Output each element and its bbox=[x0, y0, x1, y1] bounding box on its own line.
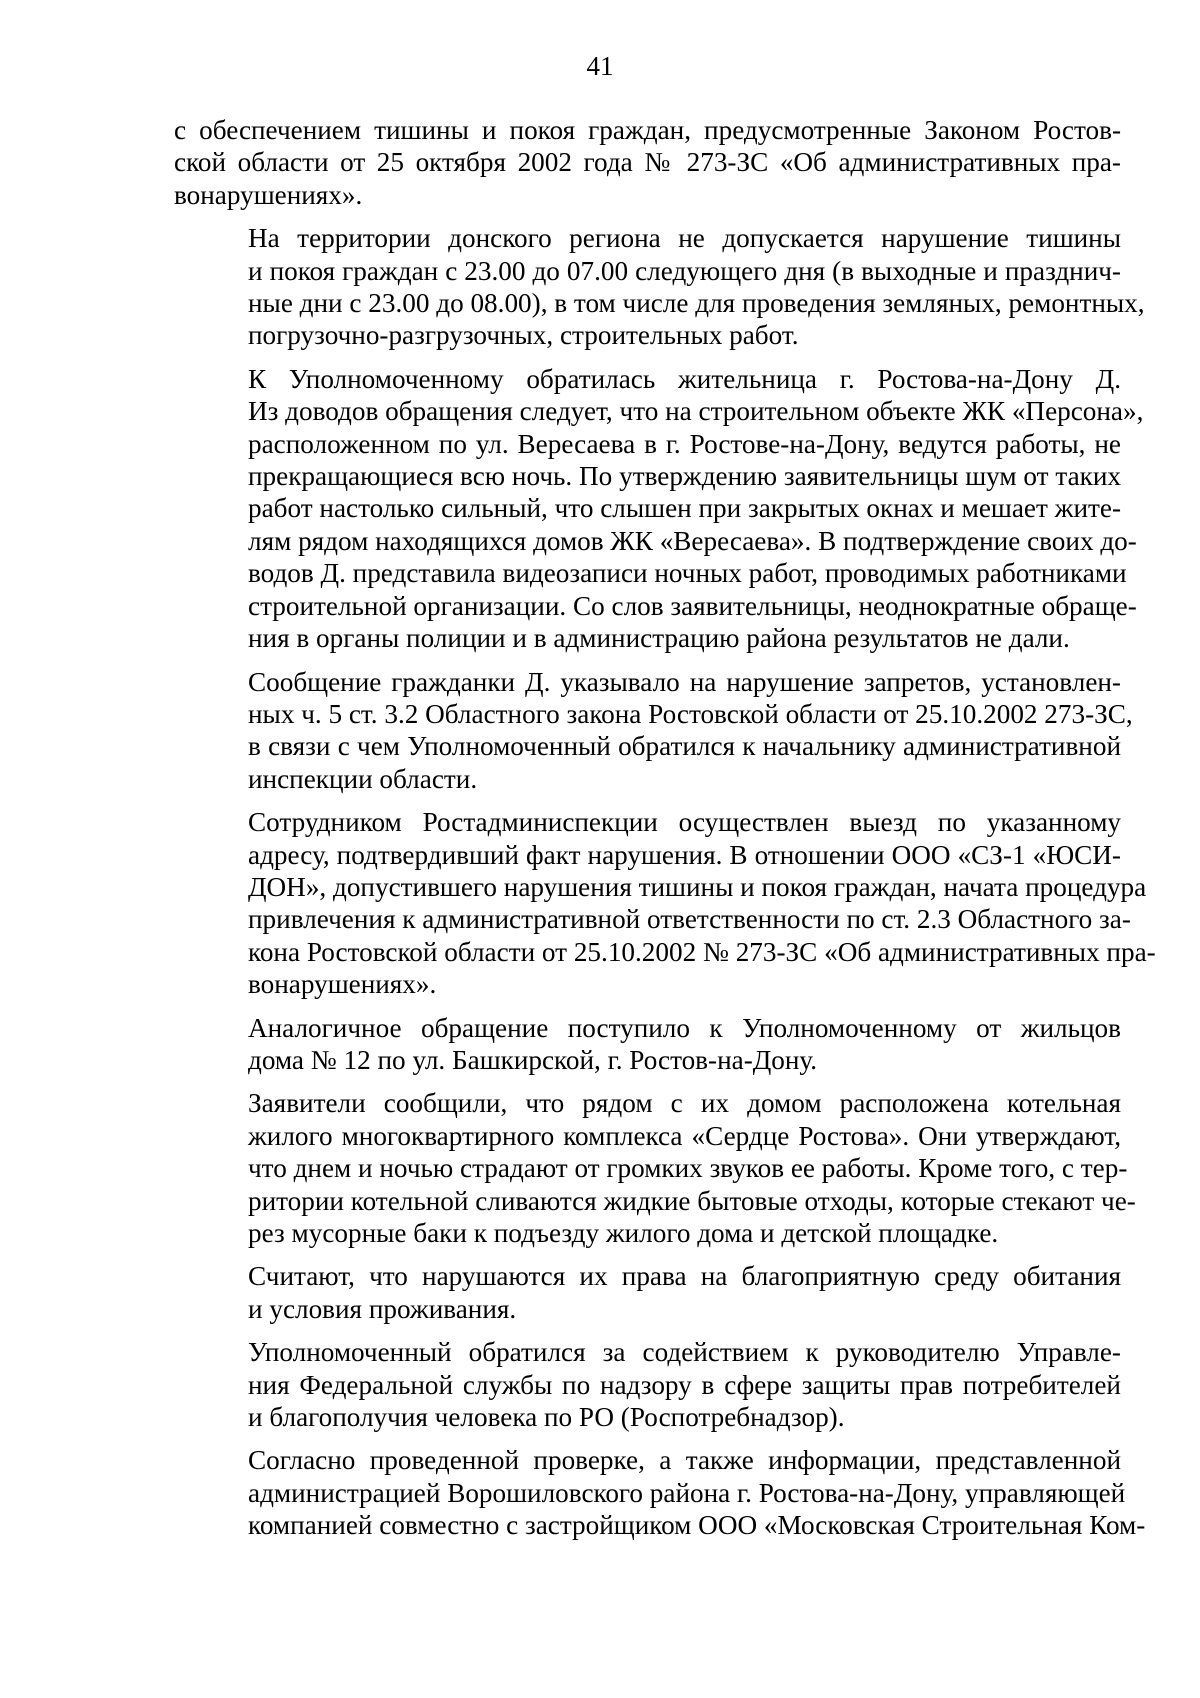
paragraph bbox=[174, 114, 1121, 211]
text-line: Из доводов обращения следует, что на строительном объекте ЖК «Персона», bbox=[248, 396, 1144, 427]
text-line: администрацией Ворошиловского района г. Ростова-на-Дону, управляющей bbox=[248, 1477, 1126, 1508]
page-number: 41 bbox=[586, 51, 614, 81]
text-line: ской области от 25 октября 2002 года № 273-ЗС «Об административных пра- bbox=[174, 147, 1121, 178]
document-body bbox=[174, 114, 1156, 1553]
text-line: Сотрудником Ростадминиспекции осуществлен выезд по указанному bbox=[248, 807, 1121, 838]
paragraph bbox=[174, 666, 1133, 796]
text-line: ритории котельной сливаются жидкие бытовые отходы, которые стекают че- bbox=[248, 1185, 1136, 1216]
text-line: кона Ростовской области от 25.10.2002 № 273-ЗС «Об административных пра- bbox=[248, 936, 1156, 967]
text-line: работ настолько сильный, что слышен при закрытых окнах и мешает жите- bbox=[248, 493, 1121, 524]
paragraph bbox=[174, 806, 1156, 1000]
text-line: Согласно проведенной проверке, а также информации, представленной bbox=[248, 1445, 1121, 1476]
text-line: компанией совместно с застройщиком ООО «Московская Строительная Ком- bbox=[248, 1510, 1146, 1541]
text-line: инспекции области. bbox=[248, 763, 478, 794]
text-line: К Уполномоченному обратилась жительница г. Ростова-на-Дону Д. bbox=[248, 363, 1121, 394]
text-line: и условия проживания. bbox=[248, 1293, 517, 1324]
text-line: и благополучия человека по РО (Роспотребнадзор). bbox=[248, 1402, 845, 1433]
text-line: Аналогичное обращение поступило к Уполномоченному от жильцов bbox=[248, 1012, 1121, 1043]
text-line: с обеспечением тишины и покоя граждан, предусмотренные Законом Ростов- bbox=[174, 115, 1121, 145]
text-line: адресу, подтвердивший факт нарушения. В отношении ООО «СЗ-1 «ЮСИ- bbox=[248, 839, 1121, 870]
paragraph bbox=[174, 1336, 1121, 1433]
text-line: Уполномоченный обратился за содействием к руководителю Управле- bbox=[248, 1337, 1121, 1368]
text-line: прекращающиеся всю ночь. По утверждению заявительницы шум от таких bbox=[248, 461, 1121, 492]
text-line: привлечения к административной ответственности по ст. 2.3 Областного за- bbox=[248, 904, 1131, 935]
text-line: водов Д. представила видеозаписи ночных работ, проводимых работниками bbox=[248, 558, 1127, 589]
text-line: На территории донского региона не допускается нарушение тишины bbox=[248, 223, 1121, 254]
text-line: Сообщение гражданки Д. указывало на нарушение запретов, установлен- bbox=[248, 666, 1121, 697]
text-line: строительной организации. Со слов заявительницы, неоднократные обраще- bbox=[248, 590, 1137, 621]
text-line: ные дни с 23.00 до 08.00), в том числе для проведения земляных, ремонтных, bbox=[248, 288, 1145, 319]
paragraph bbox=[174, 1444, 1146, 1541]
text-line: погрузочно-разгрузочных, строительных работ. bbox=[248, 320, 799, 351]
paragraph bbox=[174, 1260, 1121, 1325]
text-line: и покоя граждан с 23.00 до 07.00 следующего дня (в выходные и празднич- bbox=[248, 255, 1121, 286]
text-line: Считают, что нарушаются их права на благоприятную среду обитания bbox=[248, 1261, 1121, 1292]
paragraph bbox=[174, 1087, 1136, 1249]
paragraph bbox=[174, 222, 1145, 352]
text-line: расположенном по ул. Вересаева в г. Ростове-на-Дону, ведутся работы, не bbox=[248, 428, 1121, 459]
text-line: лям рядом находящихся домов ЖК «Вересаева». В подтверждение своих до- bbox=[248, 525, 1137, 556]
text-line: Заявители сообщили, что рядом с их домом расположена котельная bbox=[248, 1088, 1121, 1119]
text-line: что днем и ночью страдают от громких звуков ее работы. Кроме того, с тер- bbox=[248, 1153, 1128, 1184]
paragraph bbox=[174, 363, 1144, 655]
text-line: рез мусорные баки к подъезду жилого дома и детской площадке. bbox=[248, 1218, 999, 1248]
text-line: жилого многоквартирного комплекса «Сердце Ростова». Они утверждают, bbox=[248, 1120, 1121, 1151]
text-line: вонарушениях». bbox=[174, 179, 363, 210]
text-line: в связи с чем Уполномоченный обратился к начальнику административной bbox=[248, 731, 1121, 762]
text-line: дома № 12 по ул. Башкирской, г. Ростов-на-Дону. bbox=[248, 1044, 818, 1075]
paragraph bbox=[174, 1012, 1121, 1077]
text-line: ных ч. 5 ст. 3.2 Областного закона Ростовской области от 25.10.2002 273-ЗС, bbox=[248, 698, 1133, 729]
text-line: ния в органы полиции и в администрацию района результатов не дали. bbox=[248, 623, 1070, 654]
text-line: ния Федеральной службы по надзору в сфере защиты прав потребителей bbox=[248, 1369, 1121, 1400]
text-line: вонарушениях». bbox=[248, 969, 437, 1000]
text-line: ДОН», допустившего нарушения тишины и покоя граждан, начата процедура bbox=[248, 871, 1147, 902]
